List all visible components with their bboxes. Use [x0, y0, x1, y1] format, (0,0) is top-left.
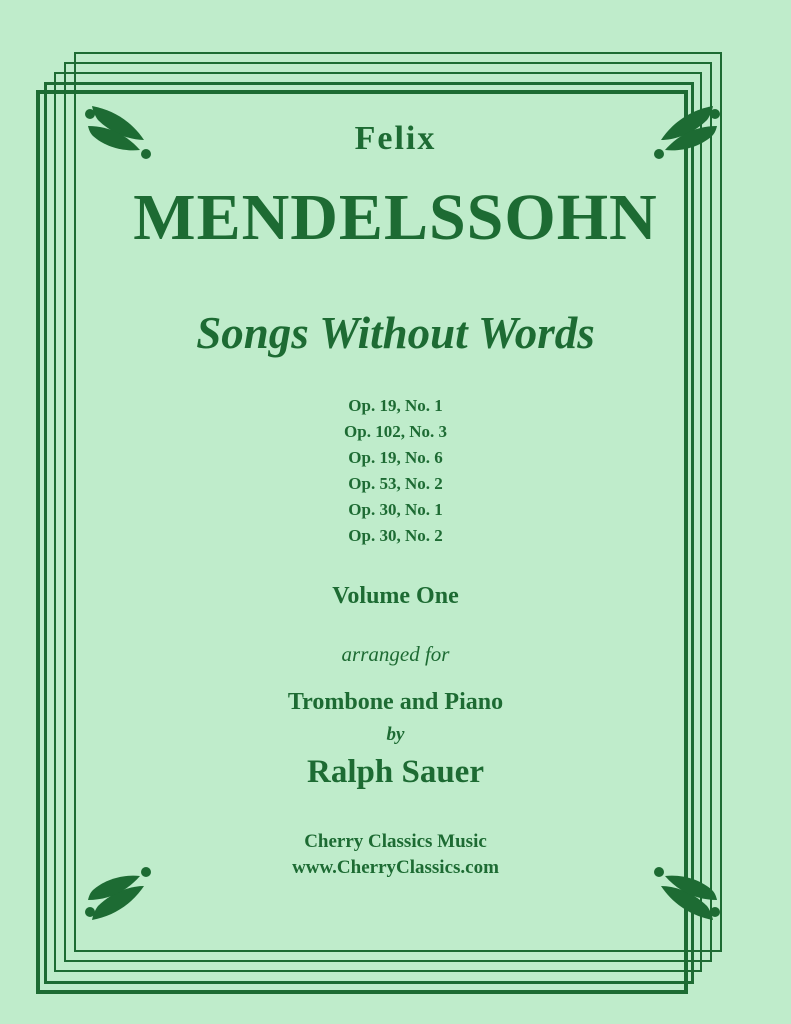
composer-last-name: MENDELSSOHN — [133, 181, 658, 255]
opus-list-item: Op. 19, No. 6 — [348, 447, 443, 467]
publisher-website: www.CherryClassics.com — [292, 856, 499, 878]
cover-text-block — [0, 120, 791, 880]
volume-label: Volume One — [332, 582, 459, 609]
opus-list-item: Op. 19, No. 1 — [348, 395, 443, 415]
composer-first-name: Felix — [354, 120, 437, 157]
instrumentation: Trombone and Piano — [287, 688, 504, 715]
opus-list-item: Op. 102, No. 3 — [344, 421, 447, 441]
opus-list-item: Op. 30, No. 1 — [348, 499, 443, 519]
arranger-name: Ralph Sauer — [307, 753, 484, 790]
opus-list-item: Op. 53, No. 2 — [348, 473, 443, 493]
work-title: Songs Without Words — [196, 308, 595, 359]
arranged-for-label: arranged for — [341, 641, 450, 666]
by-label: by — [386, 723, 405, 745]
opus-list-item: Op. 30, No. 2 — [348, 525, 443, 545]
opus-list — [0, 393, 791, 549]
publisher-name: Cherry Classics Music — [304, 830, 487, 852]
